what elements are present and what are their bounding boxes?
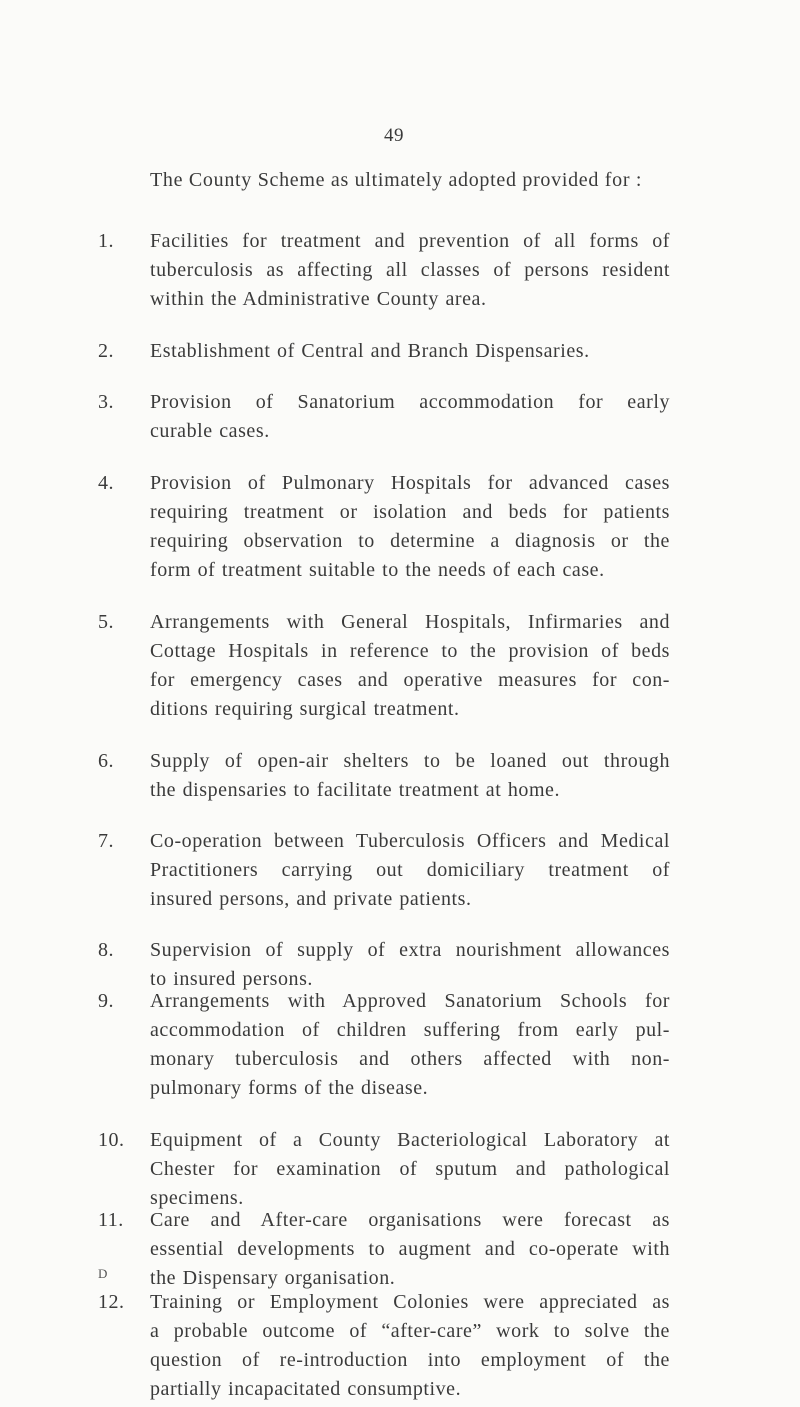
- text-line: question of re-introduction into employment of the: [150, 1349, 670, 1371]
- list-item-text: [150, 936, 670, 994]
- text-line: specimens.: [150, 1187, 244, 1209]
- text-line: Establishment of Central and Branch Dispensaries.: [150, 340, 590, 362]
- list-item-number: 3.: [98, 391, 114, 413]
- list-item-number: 6.: [98, 750, 114, 772]
- text-line: Chester for examination of sputum and pathological: [150, 1158, 670, 1180]
- text-line: Provision of Sanatorium accommodation for early: [150, 391, 670, 413]
- text-line: Supervision of supply of extra nourishment allowances: [150, 939, 670, 961]
- list-item-number: 4.: [98, 472, 114, 494]
- text-line: for emergency cases and operative measures for con-: [150, 669, 670, 691]
- intro-text: The County Scheme as ultimately adopted provided for :: [150, 169, 643, 191]
- text-line: Cottage Hospitals in reference to the provision of beds: [150, 640, 670, 662]
- text-line: accommodation of children suffering from early pul-: [150, 1019, 670, 1041]
- list-item-text: [150, 1288, 670, 1404]
- list-item-text: [150, 747, 670, 805]
- list-item-number: 9.: [98, 990, 114, 1012]
- list-item-text: [150, 827, 670, 914]
- text-line: essential developments to augment and co-operate with: [150, 1238, 670, 1260]
- list-item-text: [150, 469, 670, 585]
- text-line: tuberculosis as affecting all classes of persons resident: [150, 259, 670, 281]
- list-item-text: [150, 608, 670, 724]
- text-line: pulmonary forms of the disease.: [150, 1077, 429, 1099]
- text-line: the Dispensary organisation.: [150, 1267, 396, 1289]
- list-item-text: [150, 987, 670, 1103]
- list-item-number: 11.: [98, 1209, 124, 1231]
- list-item-text: [150, 1206, 670, 1293]
- text-line: Supply of open-air shelters to be loaned out through: [150, 750, 670, 772]
- text-line: Practitioners carrying out domiciliary treatment of: [150, 859, 670, 881]
- list-item-text: [150, 1126, 670, 1213]
- list-item-number: 1.: [98, 230, 114, 252]
- text-line: Facilities for treatment and prevention of all forms of: [150, 230, 670, 252]
- page-number: 49: [384, 125, 404, 146]
- list-item-number: 8.: [98, 939, 114, 961]
- text-line: Care and After-care organisations were forecast as: [150, 1209, 670, 1231]
- text-line: Provision of Pulmonary Hospitals for advanced cases: [150, 472, 670, 494]
- text-line: Equipment of a County Bacteriological Laboratory at: [150, 1129, 670, 1151]
- text-line: Arrangements with General Hospitals, Infirmaries and: [150, 611, 670, 633]
- text-line: requiring treatment or isolation and beds for patients: [150, 501, 670, 523]
- text-line: a probable outcome of “after-care” work to solve the: [150, 1320, 670, 1342]
- text-line: Co-operation between Tuberculosis Officers and Medical: [150, 830, 670, 852]
- list-item-text: [150, 227, 670, 314]
- text-line: curable cases.: [150, 420, 270, 442]
- list-item-number: 12.: [98, 1291, 125, 1313]
- list-item-number: 5.: [98, 611, 114, 633]
- text-line: ditions requiring surgical treatment.: [150, 698, 460, 720]
- text-line: Training or Employment Colonies were appreciated as: [150, 1291, 670, 1313]
- list-item-number: 10.: [98, 1129, 125, 1151]
- signature-mark: D: [98, 1266, 108, 1281]
- text-line: insured persons, and private patients.: [150, 888, 472, 910]
- text-line: requiring observation to determine a diagnosis or the: [150, 530, 670, 552]
- text-line: form of treatment suitable to the needs of each case.: [150, 559, 605, 581]
- list-item-number: 7.: [98, 830, 114, 852]
- text-line: within the Administrative County area.: [150, 288, 487, 310]
- text-line: the dispensaries to facilitate treatment at home.: [150, 779, 561, 801]
- list-item-number: 2.: [98, 340, 114, 362]
- list-item-text: [150, 388, 670, 446]
- list-item-text: [150, 337, 670, 366]
- text-line: partially incapacitated consumptive.: [150, 1378, 462, 1400]
- text-line: Arrangements with Approved Sanatorium Schools for: [150, 990, 670, 1012]
- text-line: to insured persons.: [150, 968, 313, 990]
- text-line: monary tuberculosis and others affected with non-: [150, 1048, 670, 1070]
